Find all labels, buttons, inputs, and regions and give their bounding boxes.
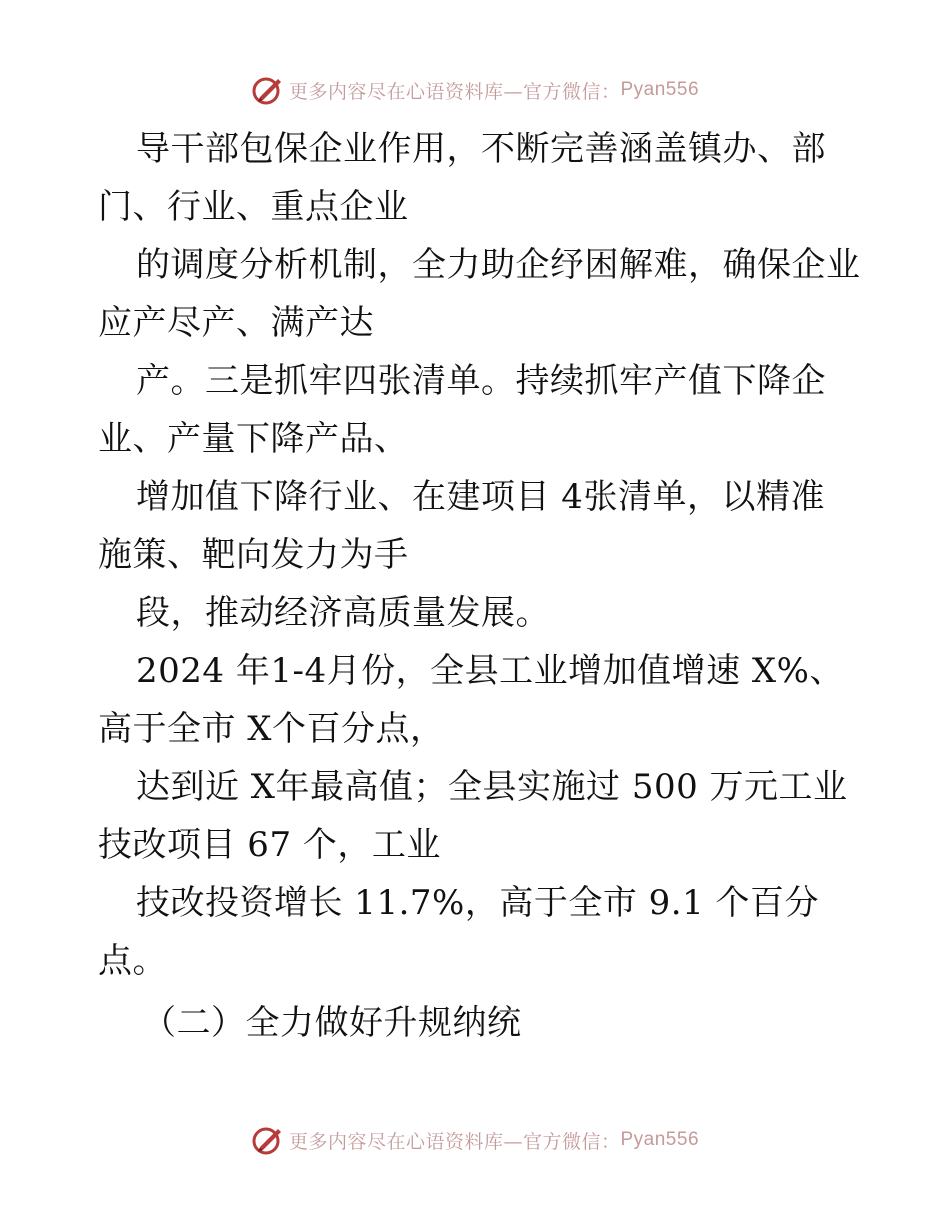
watermark-header: [0, 70, 950, 110]
text-line: 达到近 X年最高值；全县实施过 500 万元工业: [136, 767, 848, 807]
text-line: 技改投资增长 11.7%，高于全市 9.1 个百分: [136, 883, 820, 923]
text-line: 施策、靶向发力为手: [98, 535, 409, 575]
watermark-account: Pyan556: [620, 79, 700, 100]
text-line: 应产尽产、满产达: [98, 303, 374, 343]
watermark-footer: [0, 1120, 950, 1160]
text-line: 段，推动经济高质量发展。: [136, 593, 550, 633]
pen-logo-icon: [251, 73, 285, 107]
text-line: 点。: [98, 941, 167, 981]
text-line: 高于全市 X个百分点，: [98, 709, 445, 749]
body-text: [98, 120, 861, 1052]
text-line: 增加值下降行业、在建项目 4张清单，以精准: [136, 477, 825, 517]
text-line: 业、产量下降产品、: [98, 419, 409, 459]
text-line: 导干部包保企业作用，不断完善涵盖镇办、部: [136, 129, 826, 169]
watermark-text: 更多内容尽在心语资料库—官方微信：: [288, 1130, 621, 1153]
text-line: 的调度分析机制，全力助企纾困解难，确保企业: [136, 245, 861, 285]
text-line: 技改项目 67 个，工业: [98, 825, 441, 865]
watermark-text: 更多内容尽在心语资料库—官方微信：: [288, 80, 621, 103]
text-line: 2024 年1-4月份，全县工业增加值增速 X%、: [136, 651, 844, 691]
section-heading: （二）全力做好升规纳统: [142, 1003, 522, 1043]
pen-logo-icon: [251, 1123, 285, 1157]
text-line: 门、行业、重点企业: [98, 187, 409, 227]
watermark-account: Pyan556: [620, 1129, 700, 1150]
text-line: 产。三是抓牢四张清单。持续抓牢产值下降企: [136, 361, 826, 401]
